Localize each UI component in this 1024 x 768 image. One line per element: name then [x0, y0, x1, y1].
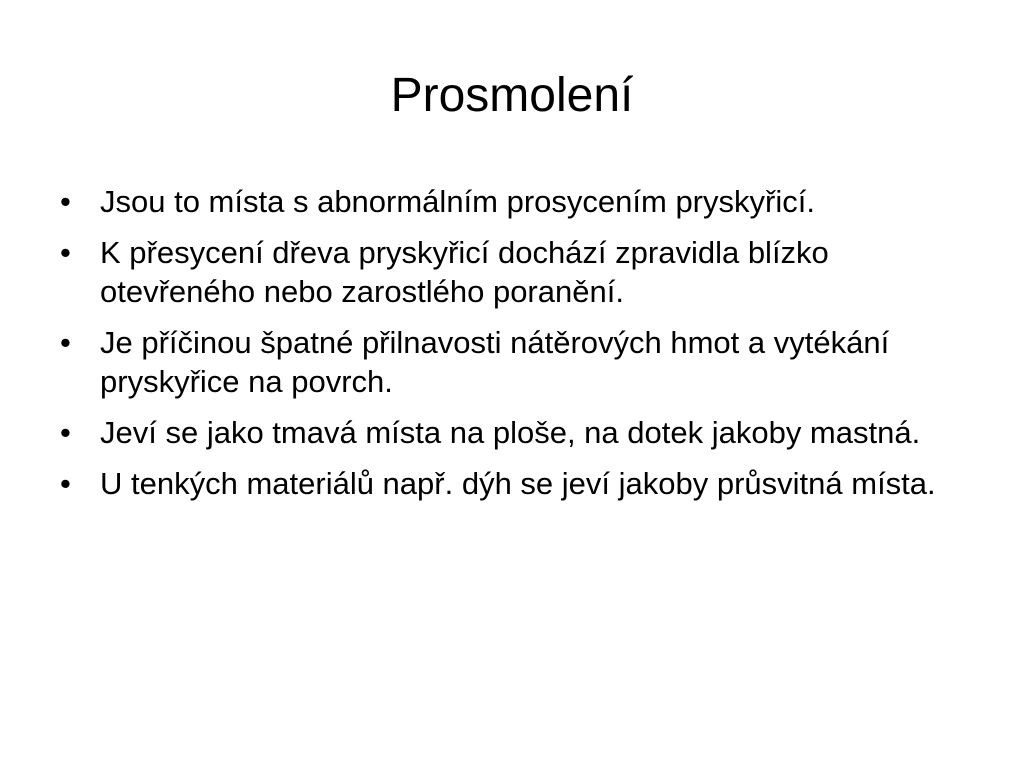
bullet-item: [60, 323, 980, 401]
bullet-text: K přesycení dřeva pryskyřicí dochází zpravidla blízko otevřeného nebo zarostlého poranění.: [100, 235, 829, 309]
bullet-list: [60, 182, 980, 515]
bullet-icon: •: [60, 325, 71, 360]
bullet-icon: •: [60, 235, 71, 270]
bullet-text: Je příčinou špatné přilnavosti nátěrových hmot a vytékání pryskyřice na povrch.: [100, 325, 890, 399]
bullet-icon: •: [60, 415, 71, 450]
bullet-icon: •: [60, 466, 71, 501]
bullet-item: [60, 413, 980, 452]
bullet-text: Jeví se jako tmavá místa na ploše, na dotek jakoby mastná.: [100, 415, 921, 450]
bullet-icon: •: [60, 184, 71, 219]
bullet-text: Jsou to místa s abnormálním prosycením pryskyřicí.: [100, 184, 815, 219]
bullet-item: [60, 464, 980, 503]
bullet-item: [60, 182, 980, 221]
bullet-text: U tenkých materiálů např. dýh se jeví jakoby průsvitná místa.: [100, 466, 936, 501]
bullet-item: [60, 233, 980, 311]
slide-title: Prosmolení: [390, 69, 634, 122]
